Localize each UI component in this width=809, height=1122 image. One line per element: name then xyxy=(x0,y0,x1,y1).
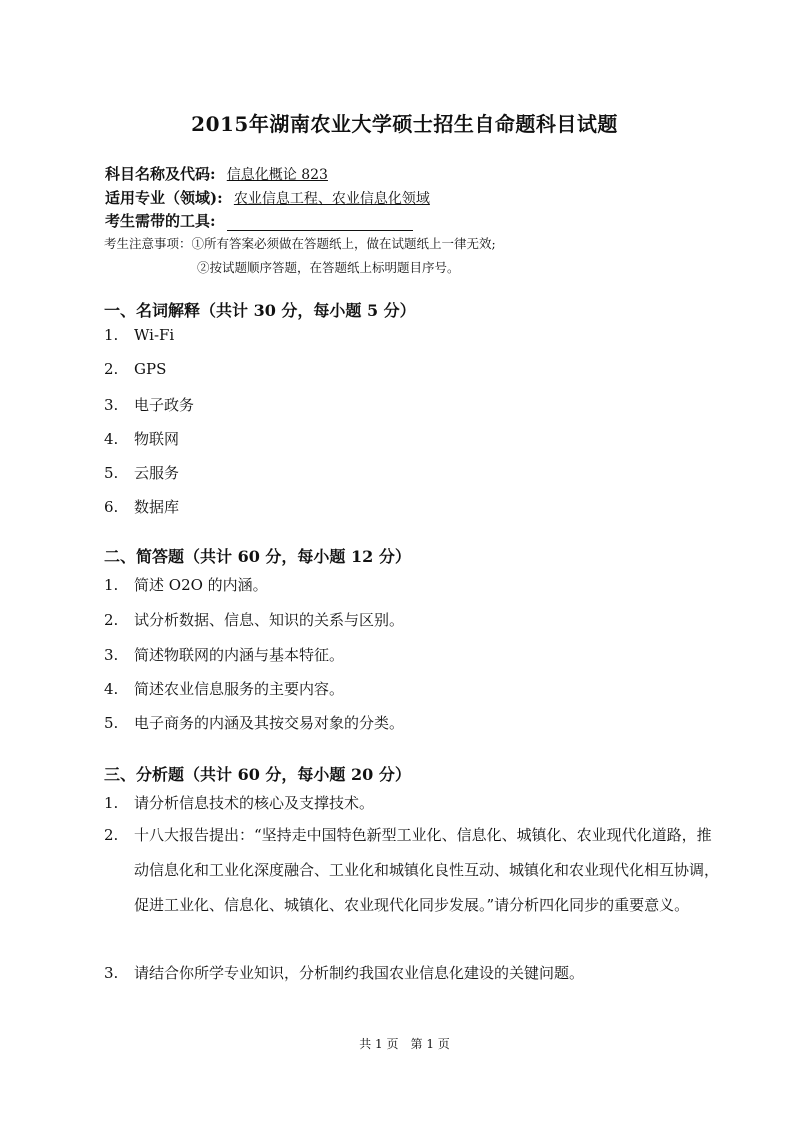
list-item: 4. 简述农业信息服务的主要内容。 xyxy=(104,680,345,698)
exam-notes xyxy=(104,232,496,280)
list-item: 2. GPS xyxy=(104,360,167,378)
tools-row xyxy=(105,210,413,231)
major-row xyxy=(105,187,436,208)
list-item: 1. Wi-Fi xyxy=(104,326,175,344)
list-item: 6. 数据库 xyxy=(104,498,180,516)
page-title: 2015年湖南农业大学硕士招生自命题科目试题 xyxy=(191,112,618,136)
list-item-paragraph: 十八大报告提出：“坚持走中国特色新型工业化、信息化、城镇化、农业现代化道路，推动信息化和工业化深度融合、工业化和城镇化良性互动、城镇化和农业现代化相互协调，促进工业化、信息化、城镇化、农业现代化同步发展。”请分析四化同步的重要意义。 xyxy=(134,826,720,914)
list-item: 5. 云服务 xyxy=(104,464,180,482)
list-item: 4. 物联网 xyxy=(104,430,180,448)
list-item: 3. 简述物联网的内涵与基本特征。 xyxy=(104,646,345,664)
list-item: 1. 请分析信息技术的核心及支撑技术。 xyxy=(104,794,375,812)
list-item-num: 2. xyxy=(104,826,119,844)
note-line-1: 考生注意事项：①所有答案必须做在答题纸上，做在试题纸上一律无效; xyxy=(104,236,496,251)
section-heading-1: 一、名词解释（共计 30 分，每小题 5 分） xyxy=(104,301,416,320)
subject-value: 信息化概论 823 xyxy=(226,167,328,183)
list-item: 2. 试分析数据、信息、知识的关系与区别。 xyxy=(104,611,405,629)
major-label: 适用专业（领域): xyxy=(105,189,223,207)
subject-label: 科目名称及代码: xyxy=(105,165,216,183)
section-heading-3: 三、分析题（共计 60 分，每小题 20 分） xyxy=(104,765,411,784)
list-item: 1. 简述 O2O 的内涵。 xyxy=(104,576,268,594)
note-line-2: ②按试题顺序答题，在答题纸上标明题目序号。 xyxy=(197,260,460,275)
list-item: 3. 电子政务 xyxy=(104,396,195,414)
subject-row xyxy=(105,163,334,184)
list-item: 5. 电子商务的内涵及其按交易对象的分类。 xyxy=(104,714,405,732)
major-value: 农业信息工程、农业信息化领域 xyxy=(233,191,430,207)
page-footer xyxy=(0,1035,809,1052)
section-heading-2: 二、简答题（共计 60 分，每小题 12 分） xyxy=(104,547,411,566)
footer-current-page: 第 1 页 xyxy=(410,1037,450,1051)
tools-label: 考生需带的工具: xyxy=(105,212,216,230)
tools-blank-line xyxy=(227,214,413,231)
list-item: 3. 请结合你所学专业知识，分析制约我国农业信息化建设的关键问题。 xyxy=(104,964,585,982)
footer-total-pages: 共 1 页 xyxy=(359,1037,399,1051)
